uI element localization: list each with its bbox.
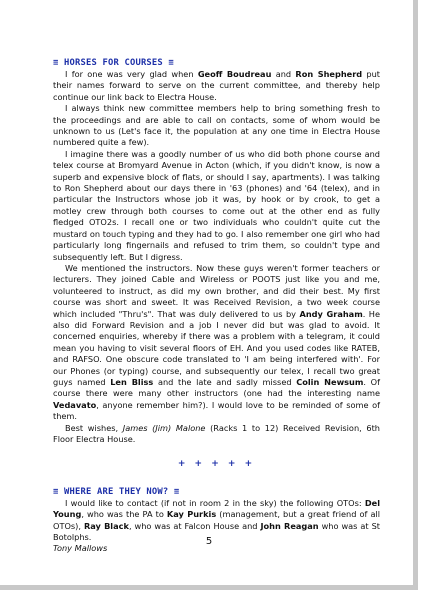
paragraph: Best wishes, James (Jim) Malone (Racks 1 to 12) Received Revision, 6th Floor Electra House. [53, 422, 380, 444]
person-name: Ray Black [83, 520, 129, 531]
person-name: Colin Newsum [296, 376, 364, 387]
paragraph: I would like to contact (if not in room 2 in the sky) the following OTOs: Del Young, who was the PA to Kay Purkis (management, but a great friend of all OTOs), Ray Black, who was at Falcon House and John Reagan who was at St Botolphs. [53, 497, 381, 543]
author-name: James (Jim) Malone [122, 422, 206, 433]
person-name: Kay Purkis [166, 509, 217, 520]
section-heading-where-are-they-now: ≡ WHERE ARE THEY NOW? ≡ [53, 486, 180, 497]
person-name: John Reagan [260, 520, 319, 531]
person-name: Len Bliss [110, 376, 154, 387]
person-name: Geoff Boudreau [197, 69, 272, 79]
section-heading-horses-for-courses: ≡ HORSES FOR COURSES ≡ [53, 58, 174, 68]
paragraph: I always think new committee members help to bring something fresh to the proceedings and are able to call on contacts, some of whom would be unknown to us (Let's face it, the population at any one time in Electra House numbered quite a few). [53, 103, 380, 148]
person-name: Andy Graham [299, 308, 363, 319]
section-separator: + + + + + [177, 459, 256, 470]
paragraph: I imagine there was a goodly number of us who did both phone course and telex course at Bromyard Avenue in Acton (which, if you didn't know, is now a superb and expensive block of flats, or should I say, apartments). I was talking to Ron Shepherd about our days there in '63 (phones) and '64 (telex), and in particular the Instructors whose job it was, by hook or by crook, to get a motley crew through both courses to come out at the other end as fully fledged OTO2s. I recall one or two individuals who couldn't quite cut the mustard on touch typing and they had to go. I also remember one girl who had particularly long fingernails and refused to trim them, so couldn't type and subsequently left. But I digress. [53, 148, 380, 262]
page-content [53, 58, 380, 555]
signature: Tony Mallows [53, 543, 108, 554]
person-name: Vedavato [53, 399, 97, 410]
page-number: 5 [205, 536, 213, 547]
person-name: Ron Shepherd [295, 69, 363, 79]
paragraph: We mentioned the instructors. Now these guys weren't former teachers or lecturers. They joined Cable and Wireless or POOTS just like you and me, volunteered to instruct, as did my own brother, and did their best. My first course was short and sweet. It was Received Revision, a two week course which included "Thru's". That was duly delivered to us by Andy Graham. He also did Forward Revision and a job I never did but was glad to avoid. It concerned enquiries, whereby if there was a problem with a telegram, it could mean you having to visit several floors of EH. And you used codes like RATEB, and RAFSO. One obscure code translated to 'I am being interfered with'. For our Phones (or typing) course, and subsequently our telex, I recall two great guys named Len Bliss and the late and sadly missed Colin Newsum. Of course there were many other instructors (one had the interesting name Vedavato, anyone remember him?). I would love to be reminded of some of them. [53, 262, 380, 422]
paragraph: I for one was very glad when Geoff Boudreau and Ron Shepherd put their names forward to serve on the current committee, and thereby help continue our link back to Electra House. [53, 69, 381, 102]
person-name: Del Young [53, 497, 380, 520]
